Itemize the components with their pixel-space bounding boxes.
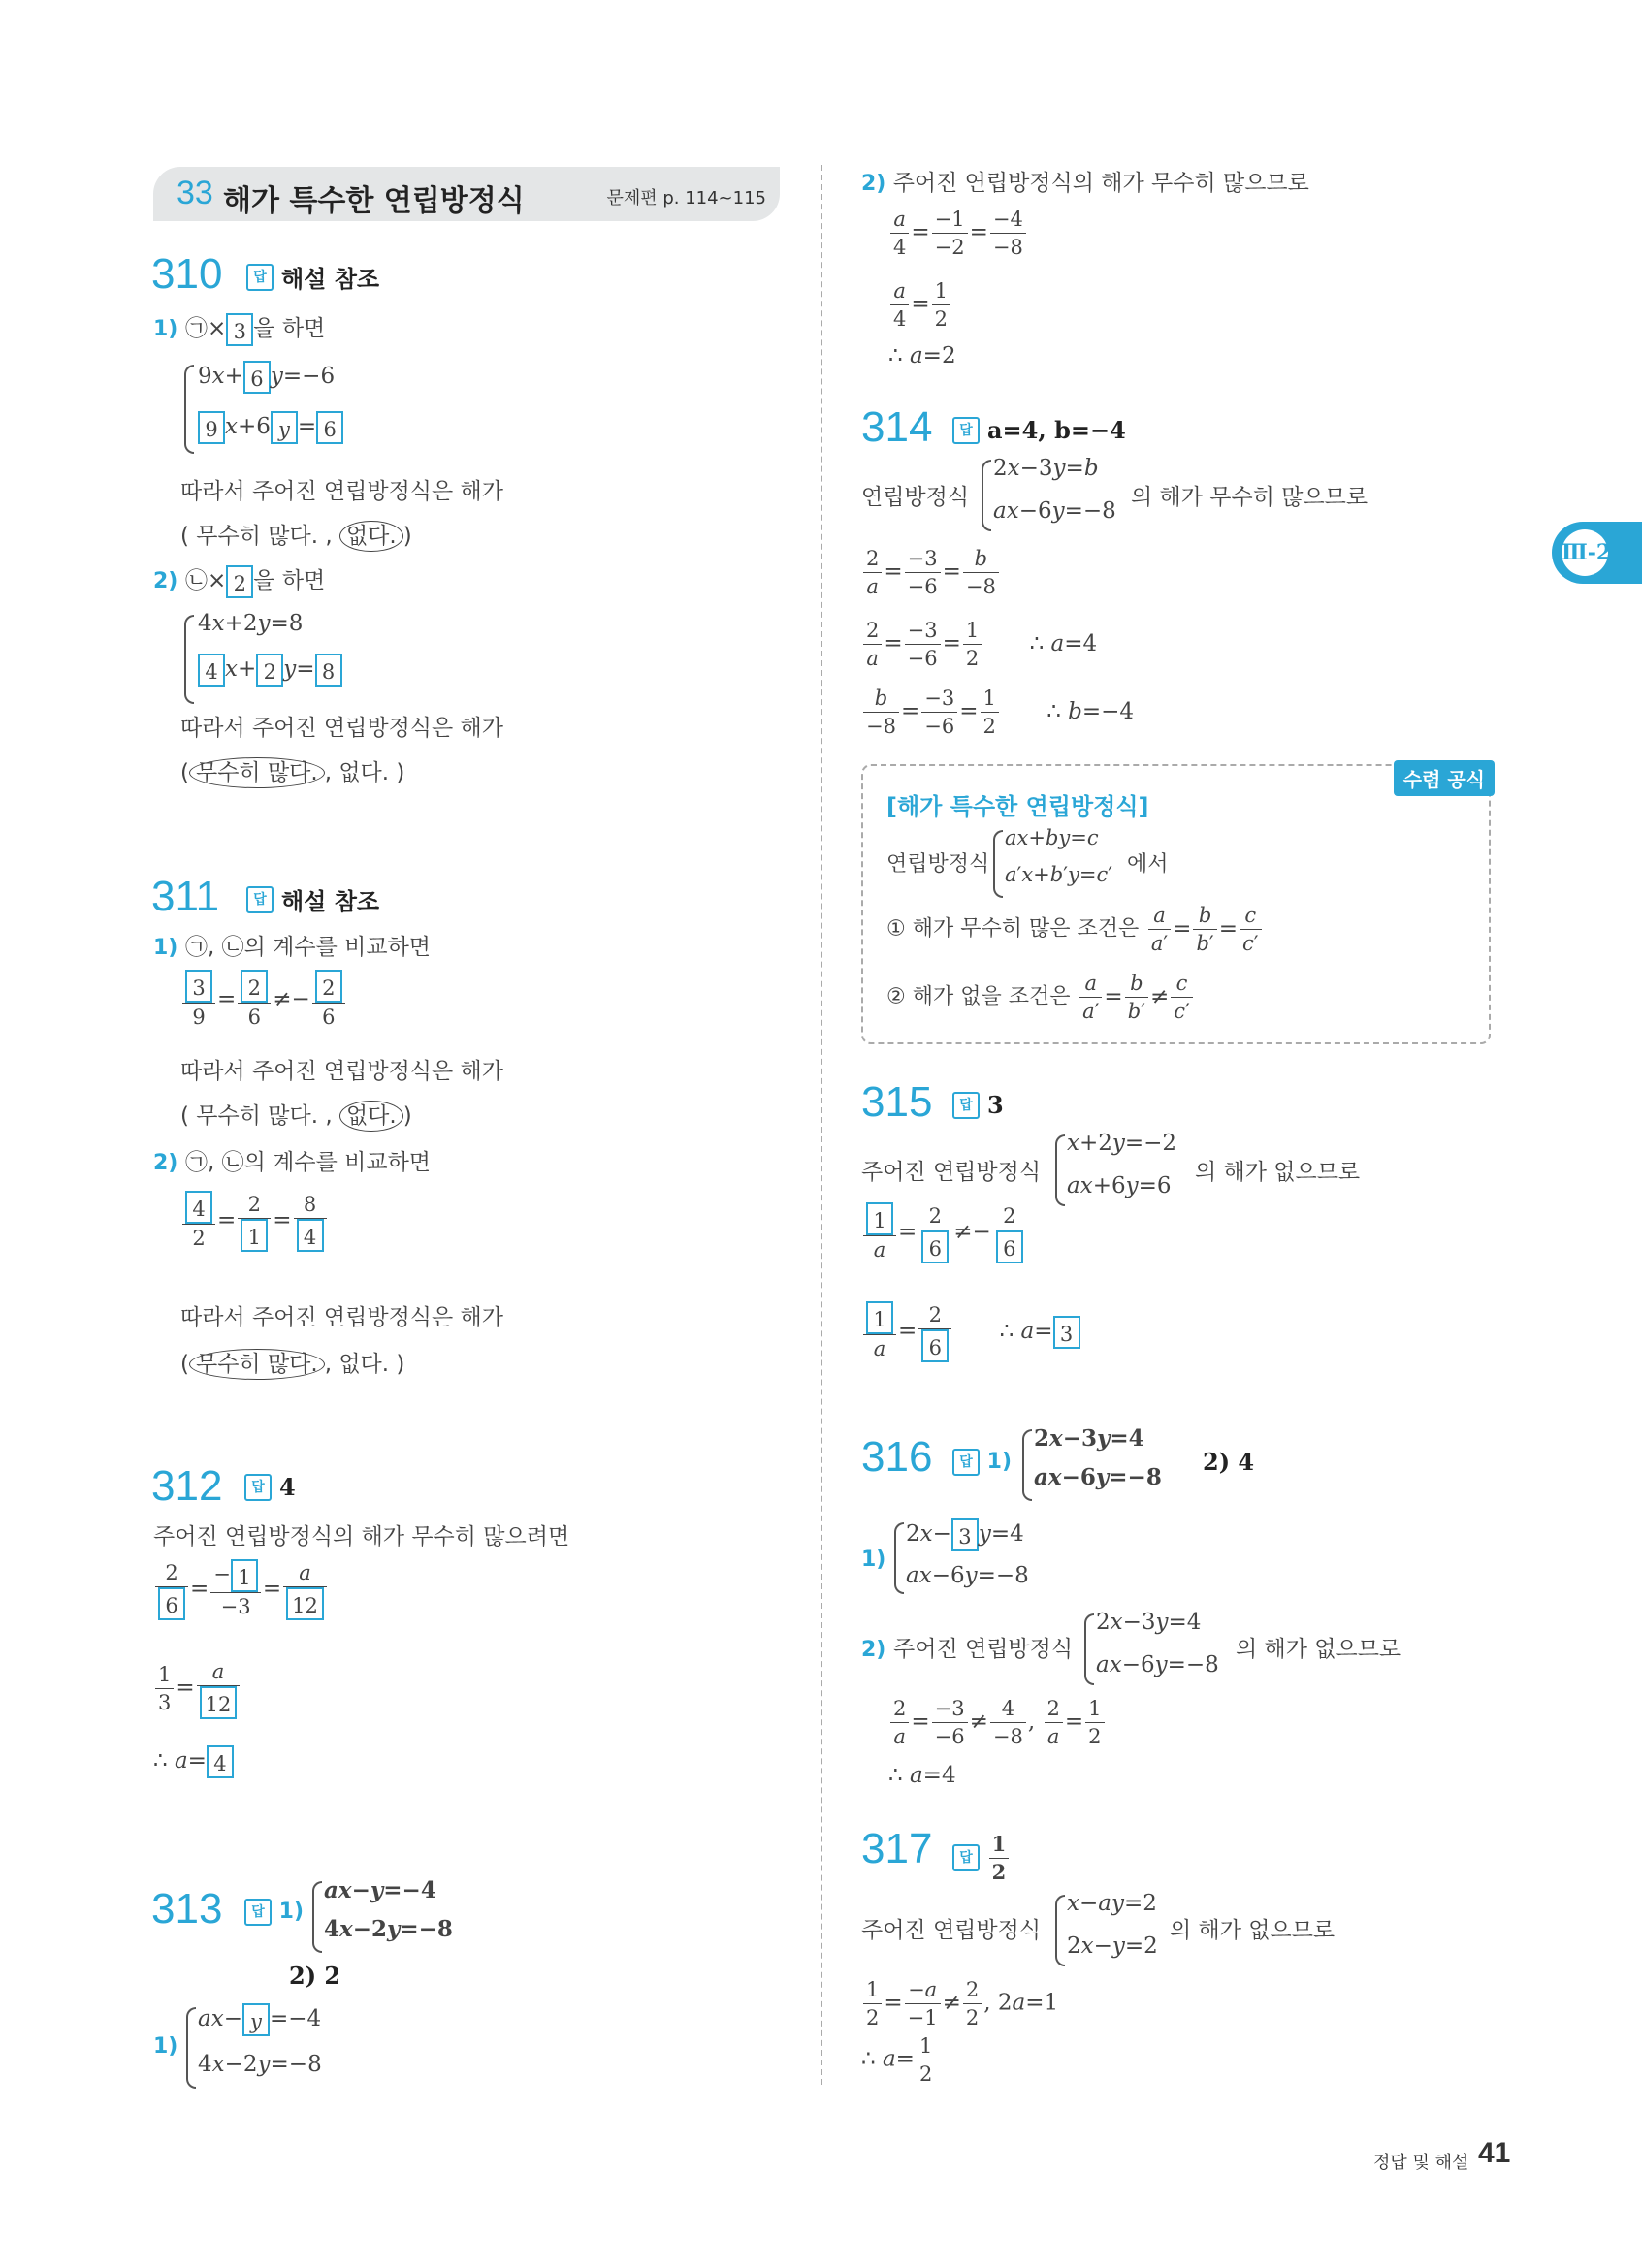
problem-314-answer: 답 a=4, b=−4 bbox=[952, 415, 1126, 444]
p312-step: $\frac{1}{3}$ = $\frac{a}{12}$ bbox=[153, 1658, 241, 1719]
p316-step2: 2) 주어진 연립방정식 bbox=[861, 1637, 1074, 1662]
problem-313-number: 313 bbox=[151, 1885, 223, 1933]
chapter-label: Ⅲ-2 bbox=[1562, 529, 1608, 576]
p311-conclusion2: 따라서 주어진 연립방정식은 해가 bbox=[180, 1305, 503, 1330]
section-number: 33 bbox=[177, 175, 213, 211]
problem-314-number: 314 bbox=[861, 403, 933, 451]
p312-result: ∴ a= 4 bbox=[153, 1745, 234, 1778]
tip-box bbox=[861, 764, 1491, 1044]
p310-system1: 9x+ 6 y=−6 9 x+6 y = 6 bbox=[184, 361, 436, 458]
p316-system2: 2x−3y=4 ax−6y=−8 bbox=[1084, 1610, 1230, 1687]
p316-system1: 2x− 3 y=4 ax−6y=−8 bbox=[894, 1518, 1069, 1596]
p314-step-a: $\frac{2}{a}$ = $\frac{-3}{-6}$ = $\frac{1}{2}$ ∴ a=4 bbox=[861, 617, 1097, 672]
p313-step1: 1) bbox=[153, 2034, 178, 2059]
tip-tail: 에서 bbox=[1127, 852, 1169, 877]
problem-315-number: 315 bbox=[861, 1078, 933, 1126]
p316-step1: 1) bbox=[861, 1548, 886, 1572]
p310-step2: 2) ㉡× 2 을 하면 bbox=[153, 562, 325, 598]
p314-step-b: $\frac{b}{-8}$ = $\frac{-3}{-6}$ = $\frac{1}{2}$ ∴ b=−4 bbox=[861, 685, 1134, 740]
problem-312-number: 312 bbox=[151, 1462, 223, 1510]
p316-ratio: $\frac{2}{a}$ = $\frac{-3}{-6}$ ≠ $\frac{4}{-8}$ , $\frac{2}{a}$ = $\frac{1}{2}$ bbox=[888, 1695, 1107, 1750]
p316-answer2: 2) 4 bbox=[1203, 1448, 1255, 1476]
p311-choice1: ( 무수히 많다. , 없다. ) bbox=[180, 1098, 412, 1130]
footer-label: 정답 및 해설 bbox=[1373, 2153, 1469, 2173]
p317-system: x−ay=2 2x−y=2 bbox=[1055, 1891, 1181, 1968]
problem-311-answer: 답 해설 참조 bbox=[246, 882, 379, 916]
answer-badge: 답 bbox=[246, 264, 274, 291]
p315-ratio: $\frac{1}{a}$ = $\frac{2}{6}$ ≠− $\frac{2}{6}$ bbox=[861, 1202, 1028, 1263]
p311-choice2: ( 무수히 많다. , 없다. ) bbox=[180, 1346, 404, 1378]
tip-badge: 수렴 공식 bbox=[1394, 760, 1495, 796]
p315-step: $\frac{1}{a}$ = $\frac{2}{6}$ ∴ a= 3 bbox=[861, 1301, 1080, 1362]
p316-answer-system: 2x−3y=4 ax−6y=−8 bbox=[1022, 1425, 1177, 1503]
p313-result: ∴ a=2 bbox=[888, 343, 956, 368]
p315-system: x+2y=−2 ax+6y=6 bbox=[1055, 1131, 1201, 1208]
problem-317-number: 317 bbox=[861, 1825, 933, 1872]
tip-system: ax+by=c a′x+b′y=c′ bbox=[993, 826, 1129, 900]
problem-317-answer: 답 $\frac{1}{2}$ bbox=[952, 1831, 1011, 1886]
p316-result: ∴ a=4 bbox=[888, 1763, 956, 1788]
p317-lead: 주어진 연립방정식 bbox=[861, 1918, 1042, 1943]
p312-ratio: $\frac{2}{6}$ = $\frac{- 1}{-3}$ = $\frac{a}{12}$ bbox=[153, 1559, 329, 1620]
p313-system: ax− y =−4 4x−2y=−8 bbox=[186, 2003, 400, 2091]
problem-311-number: 311 bbox=[151, 873, 220, 920]
page-number: 41 bbox=[1478, 2137, 1511, 2169]
problem-312-answer: 답 4 bbox=[244, 1472, 296, 1501]
section-header bbox=[153, 167, 780, 221]
chapter-side-tab bbox=[1552, 522, 1642, 584]
p311-step1: 1) ㉠, ㉡의 계수를 비교하면 bbox=[153, 935, 432, 960]
p313-step2: 2) 주어진 연립방정식의 해가 무수히 많으므로 bbox=[861, 171, 1309, 196]
p314-ratio: $\frac{2}{a}$ = $\frac{-3}{-6}$ = $\frac{b}{-8}$ bbox=[861, 545, 1001, 600]
column-divider bbox=[821, 165, 822, 2085]
tip-condition1: ① 해가 무수히 많은 조건은 $\frac{a}{a'}$ = $\frac{b}{b'}$ = $\frac{c}{c'}$ bbox=[886, 902, 1264, 957]
p314-tail: 의 해가 무수히 많으므로 bbox=[1131, 485, 1368, 510]
p317-tail: 의 해가 없으므로 bbox=[1170, 1918, 1336, 1943]
p310-choice2: ( 무수히 많다. , 없다. ) bbox=[180, 754, 404, 786]
p311-ratio1: $\frac{3}{9}$ = $\frac{2}{6}$ ≠− $\frac{2}{6}$ bbox=[180, 970, 347, 1031]
p317-result: ∴ a= $\frac{1}{2}$ bbox=[861, 2032, 937, 2088]
p313-ratio: $\frac{a}{4}$ = $\frac{-1}{-2}$ = $\frac{-4}{-8}$ bbox=[888, 206, 1028, 261]
tip-lead: 연립방정식 bbox=[886, 852, 990, 877]
problem-316-number: 316 bbox=[861, 1433, 933, 1481]
problem-310-number: 310 bbox=[151, 250, 223, 298]
p315-lead: 주어진 연립방정식 bbox=[861, 1160, 1042, 1185]
p311-step2: 2) ㉠, ㉡의 계수를 비교하면 bbox=[153, 1150, 432, 1175]
problem-310-answer: 답 해설 참조 bbox=[246, 260, 379, 294]
problem-315-answer: 답 3 bbox=[952, 1090, 1004, 1119]
p313-step: $\frac{a}{4}$ = $\frac{1}{2}$ bbox=[888, 277, 952, 333]
p311-conclusion1: 따라서 주어진 연립방정식은 해가 bbox=[180, 1059, 503, 1084]
p317-ratio: $\frac{1}{2}$ = $\frac{-a}{-1}$ ≠ $\frac{2}{2}$ , 2a=1 bbox=[861, 1976, 1058, 2031]
tip-condition2: ② 해가 없을 조건은 $\frac{a}{a'}$ = $\frac{b}{b'}$ ≠ $\frac{c}{c'}$ bbox=[886, 970, 1195, 1025]
p313-answer-system: ax−y=−4 4x−2y=−8 bbox=[312, 1877, 506, 1955]
p315-tail: 의 해가 없으므로 bbox=[1195, 1160, 1361, 1185]
p310-conclusion2: 따라서 주어진 연립방정식은 해가 bbox=[180, 716, 503, 741]
p316-tail: 의 해가 없으므로 bbox=[1236, 1637, 1401, 1662]
p314-system: 2x−3y=b ax−6y=−8 bbox=[982, 456, 1127, 533]
p310-system2: 4x+2y=8 4 x+ 2 y= 8 bbox=[184, 611, 436, 708]
p310-choice1: ( 무수히 많다. , 없다. ) bbox=[180, 518, 412, 550]
section-page-ref: 문제편 p. 114~115 bbox=[606, 188, 766, 208]
section-title: 해가 특수한 연립방정식 bbox=[223, 184, 525, 218]
p312-lead: 주어진 연립방정식의 해가 무수히 많으려면 bbox=[153, 1524, 570, 1549]
p314-lead: 연립방정식 bbox=[861, 485, 970, 510]
p313-answer2: 2) 2 bbox=[289, 1962, 341, 1990]
tip-title: [해가 특수한 연립방정식] bbox=[886, 793, 1149, 820]
problem-316-answer: 답 1) bbox=[952, 1447, 1012, 1476]
p310-step1: 1) ㉠× 3 을 하면 bbox=[153, 310, 325, 346]
problem-313-answer: 답 1) bbox=[244, 1897, 304, 1926]
p310-conclusion1: 따라서 주어진 연립방정식은 해가 bbox=[180, 479, 503, 504]
p311-ratio2: $\frac{4}{2}$ = $\frac{2}{1}$ = $\frac{8}{4}$ bbox=[180, 1191, 329, 1252]
